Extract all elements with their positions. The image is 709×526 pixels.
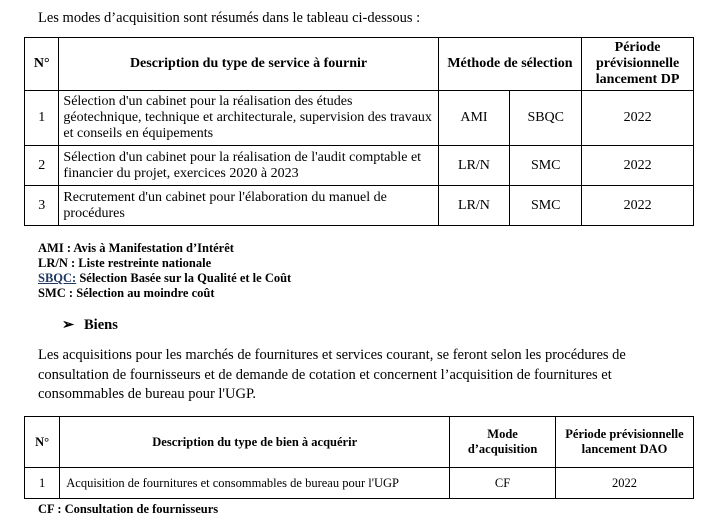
- row-method-1: LR/N: [438, 146, 510, 186]
- header-methode: Méthode de sélection: [438, 38, 582, 91]
- table-header-row: [25, 417, 694, 468]
- section-heading-biens: [62, 317, 118, 334]
- row-num: 1: [25, 91, 59, 146]
- arrow-bullet-icon: ➢: [62, 317, 75, 333]
- header-periode: Période prévisionnelle lancement DAO: [555, 417, 693, 468]
- row-method-2: SMC: [510, 146, 582, 186]
- row-method-2: SMC: [510, 186, 582, 226]
- legend-sbqc: [38, 271, 291, 286]
- table-row: [25, 146, 694, 186]
- header-periode: Période prévisionnelle lancement DP: [582, 38, 694, 91]
- row-num: 3: [25, 186, 59, 226]
- table-header-row: [25, 38, 694, 91]
- biens-paragraph: Les acquisitions pour les marchés de fournitures et services courant, se feront selon les procédures de consultation de fournisseurs et de demande de cotation et concernent l’acquisition de fournitures et consommables de bureau pour l'UGP.: [38, 347, 626, 402]
- legend-lrn: LR/N : Liste restreinte nationale: [38, 256, 212, 270]
- goods-table: [24, 416, 694, 499]
- row-method-2: SBQC: [510, 91, 582, 146]
- row-description: Acquisition de fournitures et consommables de bureau pour l'UGP: [60, 468, 450, 499]
- row-periode: 2022: [582, 146, 694, 186]
- header-num: N°: [25, 38, 59, 91]
- row-description: Sélection d'un cabinet pour la réalisation des études géotechnique, technique et architecturale, supervision des travaux et conseils en équipements: [59, 91, 438, 146]
- row-num: 1: [25, 468, 60, 499]
- header-description: Description du type de service à fournir: [59, 38, 438, 91]
- row-mode: CF: [450, 468, 556, 499]
- services-table: [24, 37, 694, 226]
- table-row: [25, 468, 694, 499]
- row-periode: 2022: [555, 468, 693, 499]
- legend-sbqc-abbr: SBQC:: [38, 271, 77, 285]
- row-periode: 2022: [582, 186, 694, 226]
- row-description: Recrutement d'un cabinet pour l'élaboration du manuel de procédures: [59, 186, 438, 226]
- header-num: N°: [25, 417, 60, 468]
- header-description: Description du type de bien à acquérir: [60, 417, 450, 468]
- cf-note: CF : Consultation de fournisseurs: [38, 502, 219, 516]
- row-method-1: AMI: [438, 91, 510, 146]
- section-title: Biens: [84, 317, 118, 333]
- row-num: 2: [25, 146, 59, 186]
- row-description: Sélection d'un cabinet pour la réalisation de l'audit comptable et financier du projet, exercices 2020 à 2023: [59, 146, 438, 186]
- table-row: [25, 91, 694, 146]
- abbreviation-legend: [38, 241, 291, 301]
- table-row: [25, 186, 694, 226]
- legend-smc: SMC : Sélection au moindre coût: [38, 286, 215, 300]
- row-method-1: LR/N: [438, 186, 510, 226]
- intro-text: Les modes d’acquisition sont résumés dans le tableau ci-dessous :: [38, 10, 421, 26]
- legend-ami: AMI : Avis à Manifestation d’Intérêt: [38, 241, 234, 255]
- legend-sbqc-text: Sélection Basée sur la Qualité et le Coût: [76, 271, 292, 285]
- row-periode: 2022: [582, 91, 694, 146]
- header-mode: Mode d’acquisition: [450, 417, 556, 468]
